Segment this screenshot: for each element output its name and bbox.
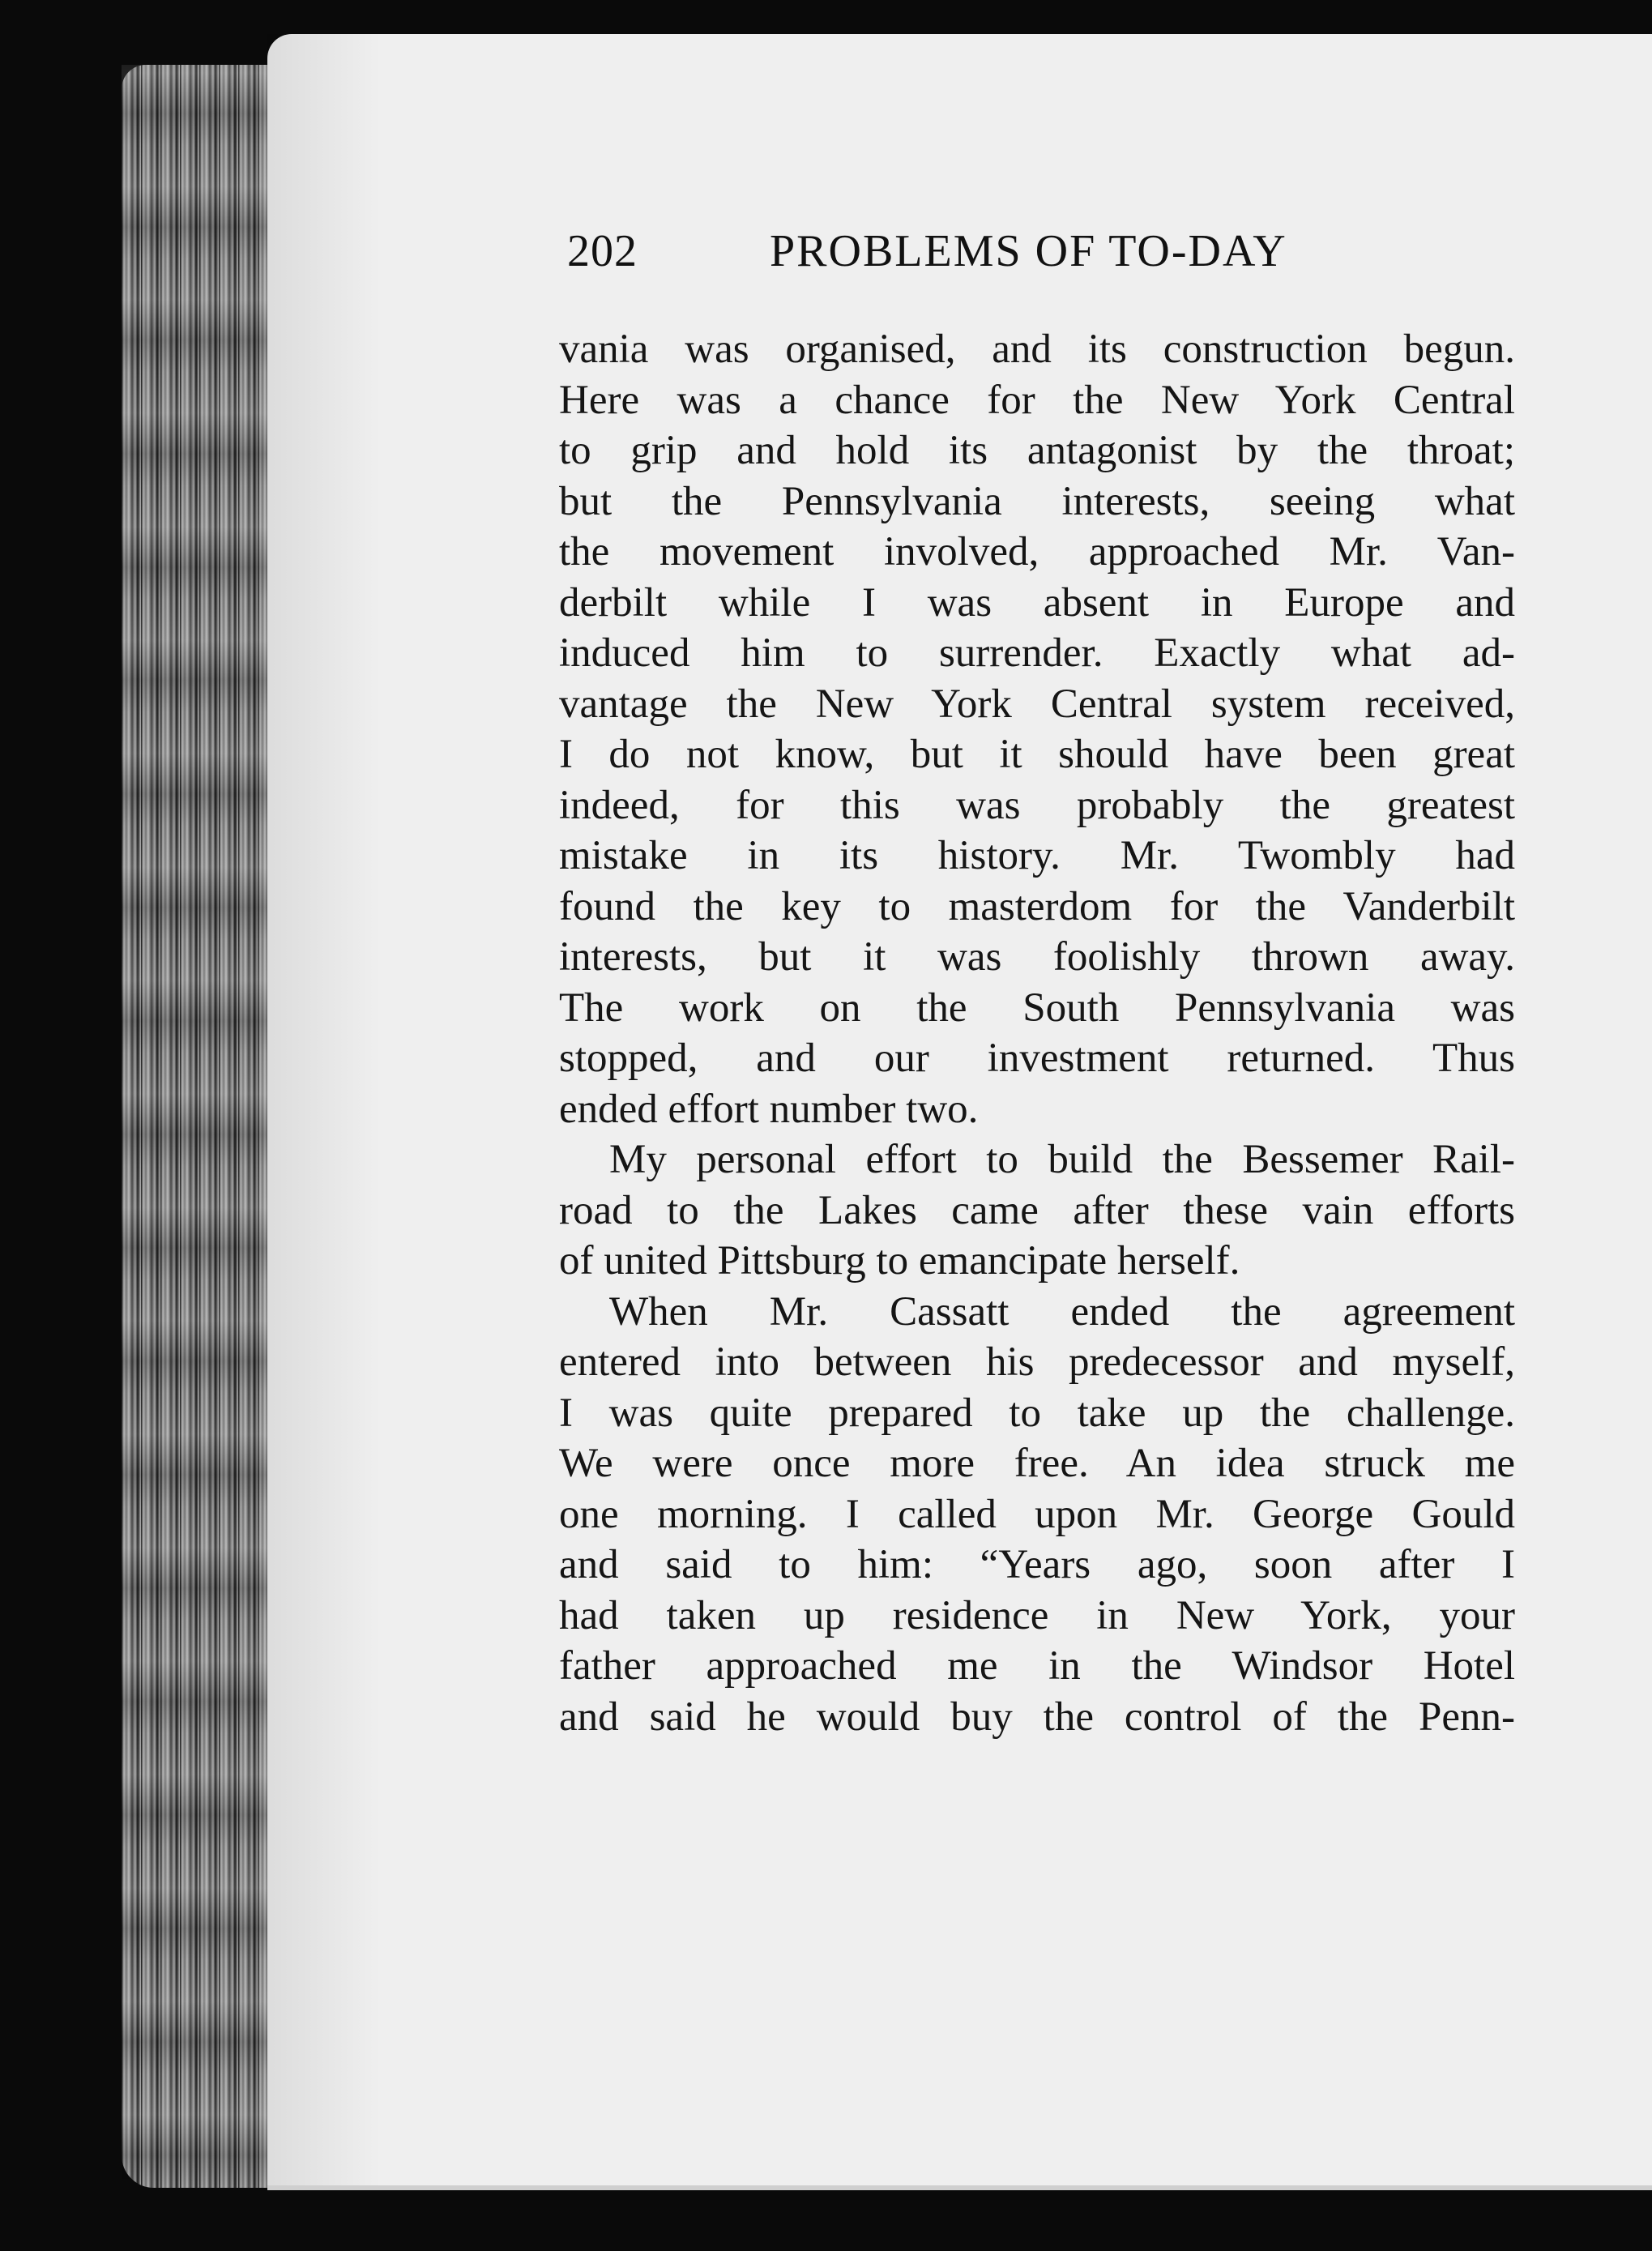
text-line: found the key to masterdom for the Vanderbilt: [559, 883, 1515, 929]
text-line: The work on the South Pennsylvania was: [559, 985, 1515, 1031]
page-number: 202: [567, 226, 638, 276]
text-line: and said he would buy the control of the Penn-: [559, 1694, 1515, 1740]
paragraph: [559, 324, 1515, 1134]
text-line: entered into between his predecessor and myself,: [559, 1339, 1515, 1385]
text-line: ended effort number two.: [559, 1086, 979, 1132]
text-line: induced him to surrender. Exactly what ad-: [559, 630, 1515, 676]
text-line: Here was a chance for the New York Central: [559, 377, 1515, 423]
page-header: [567, 225, 1361, 290]
text-line: but the Pennsylvania interests, seeing what: [559, 478, 1515, 524]
body-text: [559, 324, 1515, 1742]
text-line: stopped, and our investment returned. Thus: [559, 1036, 1515, 1081]
text-line: I was quite prepared to take up the challenge.: [559, 1390, 1515, 1436]
text-line: I do not know, but it should have been great: [559, 732, 1515, 777]
running-head: PROBLEMS OF TO-DAY: [770, 226, 1287, 276]
text-line: vantage the New York Central system received,: [559, 681, 1515, 727]
text-line: to grip and hold its antagonist by the throat;: [559, 428, 1515, 473]
text-line: We were once more free. An idea struck me: [559, 1441, 1515, 1486]
text-line: My personal effort to build the Bessemer Rail-: [609, 1137, 1515, 1182]
text-line: and said to him: “Years ago, soon after I: [559, 1542, 1515, 1587]
text-line: mistake in its history. Mr. Twombly had: [559, 833, 1515, 878]
text-line: indeed, for this was probably the greatest: [559, 782, 1515, 828]
text-line: vania was organised, and its construction begun.: [559, 327, 1515, 372]
text-line: the movement involved, approached Mr. Van-: [559, 529, 1515, 574]
text-line: road to the Lakes came after these vain efforts: [559, 1187, 1515, 1233]
text-line: of united Pittsburg to emancipate herself.: [559, 1238, 1240, 1284]
paragraph: [559, 1287, 1515, 1743]
text-line: interests, but it was foolishly thrown away.: [559, 934, 1515, 980]
paragraph: [559, 1134, 1515, 1287]
text-line: had taken up residence in New York, your: [559, 1592, 1515, 1638]
text-line: father approached me in the Windsor Hotel: [559, 1643, 1515, 1689]
text-line: one morning. I called upon Mr. George Gould: [559, 1491, 1515, 1537]
text-line: When Mr. Cassatt ended the agreement: [609, 1288, 1515, 1335]
text-line: derbilt while I was absent in Europe and: [559, 579, 1515, 626]
